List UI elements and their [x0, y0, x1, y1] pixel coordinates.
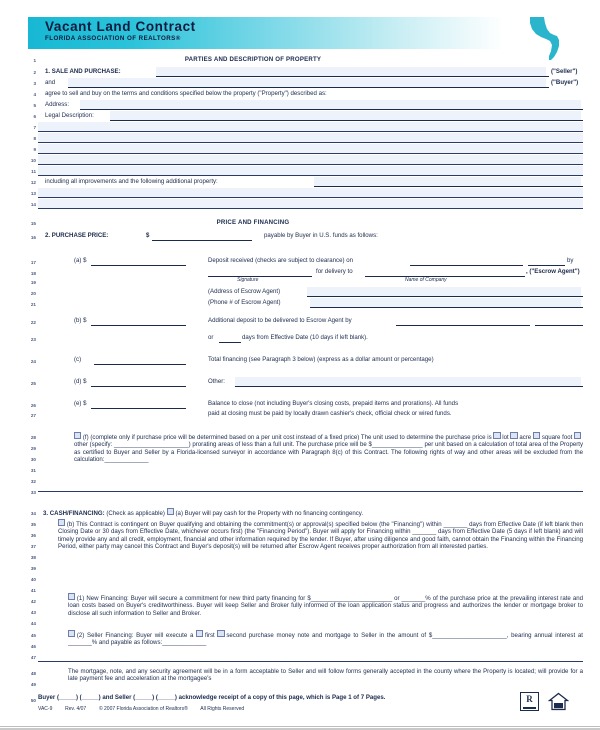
per-unit-checkbox[interactable]	[74, 432, 81, 439]
escrow-address-field[interactable]	[307, 296, 583, 297]
line-number: 20	[30, 291, 36, 296]
line-number: 31	[30, 468, 36, 473]
financing-b-paragraph	[58, 519, 583, 550]
seller-tag: ("Seller")	[551, 68, 578, 75]
unit-other-label: other (specify:	[74, 441, 113, 449]
blank-line[interactable]	[38, 661, 583, 662]
first-mortgage-checkbox[interactable]	[196, 630, 203, 637]
blank-line[interactable]	[38, 491, 583, 492]
parties-heading: PARTIES AND DESCRIPTION OF PROPERTY	[184, 56, 322, 63]
line-number: 5	[33, 103, 36, 108]
deposit-b-days-text: days from Effective Date (10 days if left blank).	[242, 334, 368, 341]
other-d-marker: (d) $	[74, 378, 87, 385]
per-unit-text-2: ) prorating areas of less than a full unit. The purchase price will be $	[188, 441, 372, 449]
line-number: 6	[33, 114, 36, 119]
deposit-b-date-field[interactable]	[396, 325, 530, 326]
line-number: 29	[30, 446, 36, 451]
buyer-tag: ("Buyer")	[551, 79, 579, 86]
line-number: 19	[30, 280, 36, 285]
line-number: 12	[30, 180, 36, 185]
line-number: 46	[30, 644, 36, 649]
new-financing-checkbox[interactable]	[68, 593, 75, 600]
line-number: 14	[30, 202, 36, 207]
clause-2-label: 2. PURCHASE PRICE:	[45, 232, 109, 239]
line-number: 13	[30, 191, 36, 196]
footer-meta	[38, 706, 244, 712]
rights-notice: All Rights Reserved	[200, 706, 245, 712]
line-number: 33	[30, 490, 36, 495]
line-number: 23	[30, 337, 36, 342]
deposit-b-amount-field[interactable]	[91, 325, 186, 326]
line-number: 11	[31, 169, 36, 174]
per-unit-price-blank[interactable]: _______________	[371, 441, 423, 449]
unit-acre-checkbox[interactable]	[510, 432, 517, 439]
mortgage-form-paragraph: The mortgage, note, and any security agreement will be in a form acceptable to Seller and will follow forms generally accepted in the county where the Property is located; will provide for a late payment fee and acceleration at the mortgagee's	[68, 668, 583, 683]
delivery-to-label: for delivery to	[316, 268, 353, 275]
deposit-b-marker: (b) $	[74, 317, 87, 324]
line-number: 34	[30, 511, 36, 516]
line-number: 30	[30, 457, 36, 462]
second-mortgage-checkbox[interactable]	[217, 630, 224, 637]
seller-financing-text-a: (2) Seller Financing: Buyer will execute a	[76, 631, 194, 639]
blank-line[interactable]	[38, 131, 583, 132]
organization-subtitle: FLORIDA ASSOCIATION OF REALTORS®	[45, 35, 181, 42]
blank-line[interactable]	[38, 208, 583, 209]
financing-b-checkbox[interactable]	[58, 519, 65, 526]
payable-text: payable by Buyer in U.S. funds as follows:	[264, 232, 378, 239]
deposit-date-field[interactable]	[410, 265, 523, 266]
deposit-b-text: Additional deposit to be delivered to Escrow Agent by	[208, 317, 352, 324]
including-improvements-text: including all improvements and the following additional property:	[45, 178, 218, 185]
page-title: Vacant Land Contract	[45, 19, 196, 34]
purchase-price-field[interactable]	[152, 240, 252, 241]
line-number: 4	[33, 92, 36, 97]
blank-line[interactable]	[38, 164, 583, 165]
clause-1-label: 1. SALE AND PURCHASE:	[45, 68, 121, 75]
line-number: 2	[33, 70, 36, 75]
balance-e-marker: (e) $	[74, 400, 87, 407]
line-number: 26	[30, 403, 36, 408]
unit-sqft-checkbox[interactable]	[533, 432, 540, 439]
line-number: 32	[30, 479, 36, 484]
deposit-a-marker: (a) $	[74, 257, 87, 264]
other-d-field[interactable]	[235, 386, 583, 387]
deposit-b-or-label: or	[208, 334, 214, 341]
line-number: 36	[30, 533, 36, 538]
clause-3-line	[43, 508, 583, 517]
seller-financing-text-b: purchase money note and mortgage to Seller in the amount of $______________________, bearing annual interest at _______% and payable as follows:	[68, 631, 583, 647]
agree-text: agree to sell and buy on the terms and conditions specified below the property ("Property") described as:	[45, 90, 327, 97]
line-number: 41	[30, 588, 36, 593]
seller-name-field[interactable]	[156, 76, 549, 77]
balance-e-text-1: Balance to close (not including Buyer's closing costs, prepaid items and prorations). All funds	[208, 400, 459, 407]
per-unit-paragraph	[74, 432, 583, 463]
unit-sqft-label: square foot	[541, 433, 573, 441]
line-number: 1	[33, 58, 36, 63]
line-number: 7	[33, 125, 36, 130]
line-number: 37	[30, 544, 36, 549]
cash-a-checkbox[interactable]	[167, 508, 174, 515]
additional-property-field[interactable]	[314, 186, 583, 187]
line-number: 45	[30, 633, 36, 638]
deposit-a-text: Deposit received (checks are subject to clearance) on	[208, 257, 353, 264]
deposit-a-amount-field[interactable]	[91, 265, 186, 266]
signature-field[interactable]	[208, 276, 312, 277]
line-number: 43	[30, 610, 36, 615]
florida-state-map-icon	[528, 14, 562, 62]
unit-acre-label: acre	[519, 433, 532, 441]
line-number: 27	[30, 413, 36, 418]
line-number: 47	[30, 655, 36, 660]
form-id: VAC-9	[38, 706, 53, 712]
clause-3-label: 3. CASH/FINANCING:	[43, 509, 105, 517]
legal-description-field[interactable]	[110, 120, 583, 121]
line-number: 17	[30, 260, 36, 265]
financing-c-marker: (c)	[74, 356, 82, 363]
unit-lot-checkbox[interactable]	[493, 432, 500, 439]
financing-b-text: (b) This Contract is contingent on Buyer qualifying and obtaining the commitment(s) or approval(s) specified below (the "Financing") within _______ days from Effective Date (if left blank then Closing Date or 30 days from Effective Date, whichever occurs first) (the "Financing Period"). Buyer will apply for Financing within _______ days from Effective Date (5 days if left blank) and will timely provide any and all credit, employment, financial and other information required by the lender. If Buyer, after using diligence and good faith, cannot obtain the Financing within the Financing Period, either party may cancel this Contract and Buyer's deposit(s) will be returned after Escrow Agent receives proper authorization from all interested parties.	[58, 520, 583, 550]
unit-other-blank[interactable]: ______________________	[114, 441, 189, 449]
check-applicable-note: (Check as applicable)	[106, 509, 165, 517]
new-financing-paragraph	[68, 593, 583, 617]
equal-housing-opportunity-icon	[548, 692, 569, 711]
unit-other-checkbox[interactable]	[574, 432, 581, 439]
blank-line[interactable]	[38, 142, 583, 143]
line-number: 42	[30, 599, 36, 604]
buyer-name-field[interactable]	[68, 87, 549, 88]
price-financing-heading: PRICE AND FINANCING	[216, 219, 290, 226]
deposit-b-year-field[interactable]	[535, 325, 583, 326]
deposit-by-label: by	[567, 257, 574, 264]
escrow-phone-label: (Phone # of Escrow Agent)	[208, 299, 281, 306]
line-number: 35	[30, 522, 36, 527]
unit-lot-label: lot	[502, 433, 509, 441]
cash-a-text: (a) Buyer will pay cash for the Property with no financing contingency.	[175, 509, 364, 517]
line-number: 28	[30, 435, 36, 440]
line-number: 49	[30, 682, 36, 687]
line-number: 48	[30, 671, 36, 676]
escrow-address-label: (Address of Escrow Agent)	[208, 288, 281, 295]
line-number: 44	[30, 621, 36, 626]
payable-blank[interactable]: _____________	[162, 639, 207, 647]
page-bottom-divider	[0, 726, 600, 727]
seller-financing-paragraph	[68, 630, 583, 647]
blank-line[interactable]	[38, 197, 583, 198]
line-number: 25	[30, 381, 36, 386]
first-label: first	[204, 631, 215, 639]
per-unit-text-3: per unit based on a calculation of total area of the Property as certified to Buyer and Seller by a Florida-licensed surveyor in accordance with Paragraph 8(c) of this Contract. The following rights of way and other areas will be excluded from the calculation:	[74, 441, 583, 463]
line-number: 22	[30, 320, 36, 325]
deposit-b-days-field[interactable]	[219, 342, 241, 343]
line-number: 39	[30, 566, 36, 571]
line-number: 24	[30, 359, 36, 364]
line-number: 8	[33, 136, 36, 141]
line-number: 50	[30, 698, 36, 703]
blank-line[interactable]	[38, 175, 583, 176]
line-number: 40	[30, 577, 36, 582]
copyright-notice: © 2007 Florida Association of Realtors®	[98, 706, 188, 712]
excluded-areas-blank[interactable]: _____________	[104, 455, 149, 463]
new-financing-text: (1) New Financing: Buyer will secure a commitment for new third party financing for $________________________ or _______% of the purchase price at the prevailing interest rate and loan costs based on Buyer's creditworthiness. Buyer will keep Seller and Broker fully informed of the loan application status and progress and authorizes the lender or mortgage broker to disclose all such information to Seller and Broker.	[68, 594, 583, 617]
financing-c-amount-field[interactable]	[94, 364, 186, 365]
line-number: 38	[30, 555, 36, 560]
escrow-phone-field[interactable]	[310, 307, 583, 308]
line-number: 21	[30, 302, 36, 307]
second-label: second	[226, 631, 247, 639]
form-revision: Rev. 4/07	[65, 706, 87, 712]
seller-financing-checkbox[interactable]	[68, 630, 75, 637]
and-label: and	[45, 79, 56, 86]
financing-c-text: Total financing (see Paragraph 3 below) (express as a dollar amount or percentage)	[208, 356, 434, 363]
company-caption: Name of Company	[405, 277, 447, 283]
balance-e-text-2: paid at closing must be paid by locally drawn cashier's check, official check or wired funds.	[208, 410, 452, 417]
address-label: Address:	[45, 101, 70, 108]
acknowledgement-line[interactable]: Buyer (_____) (_____) and Seller (_____) (_____) acknowledge receipt of a copy of this page, which is Page 1 of 7 Pages.	[38, 694, 386, 701]
realtor-logo-icon: R	[520, 692, 539, 711]
other-d-amount-field[interactable]	[91, 386, 186, 387]
signature-caption: Signature	[237, 277, 259, 283]
line-number: 16	[30, 235, 36, 240]
line-number: 15	[30, 221, 36, 226]
address-field[interactable]	[80, 109, 583, 110]
blank-line[interactable]	[38, 153, 583, 154]
line-number: 3	[33, 81, 36, 86]
balance-e-amount-field[interactable]	[91, 408, 186, 409]
other-d-label: Other:	[208, 378, 225, 385]
line-number: 9	[33, 147, 36, 152]
purchase-price-dollar: $	[146, 232, 150, 239]
escrow-agent-tag: , ("Escrow Agent")	[526, 268, 580, 275]
line-number: 10	[30, 158, 36, 163]
deposit-year-field[interactable]	[528, 265, 565, 266]
legal-description-label: Legal Description:	[45, 112, 94, 119]
per-unit-text-1: (f) (complete only if purchase price will be determined based on a per unit cost instead of a fixed price) The unit used to determine the purchase price is	[82, 433, 492, 441]
line-number: 18	[30, 271, 36, 276]
